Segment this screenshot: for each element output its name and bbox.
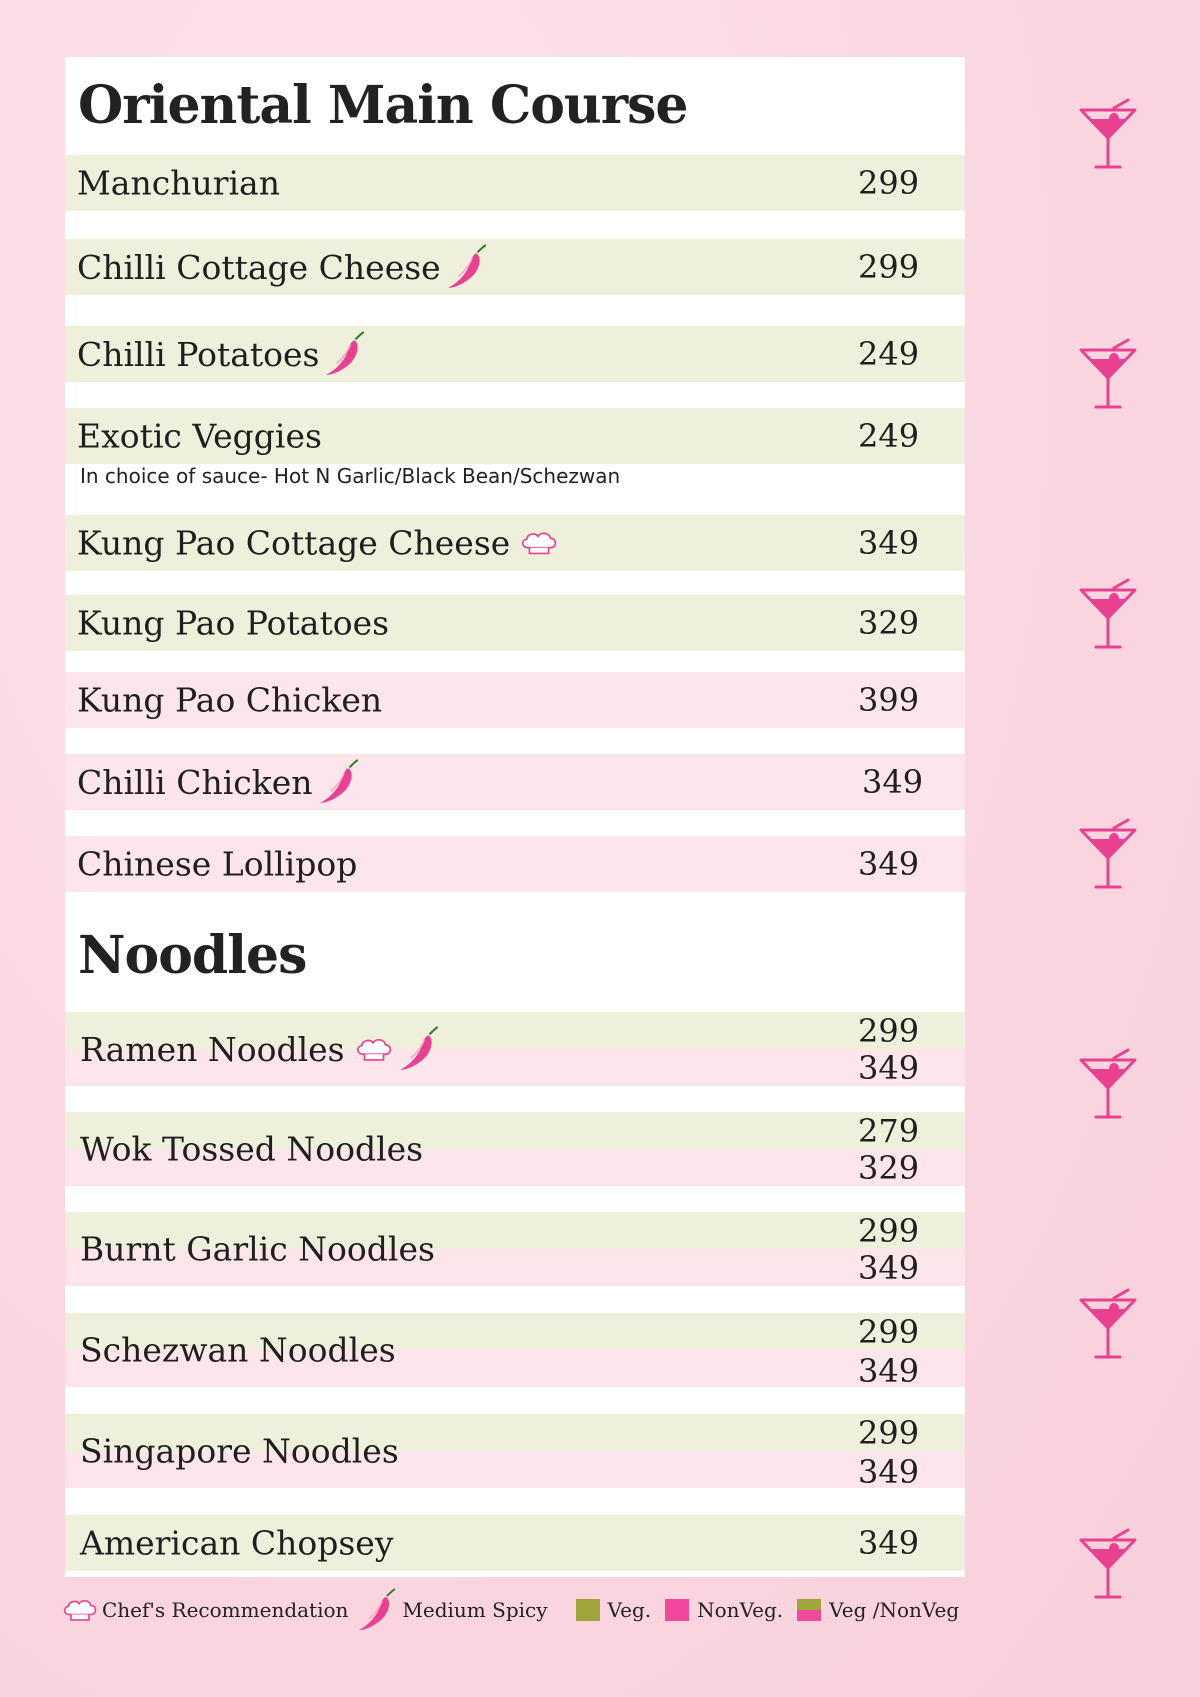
chili-icon	[445, 244, 489, 290]
item-name: Kung Pao Chicken	[77, 680, 383, 720]
menu-item	[65, 1112, 965, 1186]
item-name: Manchurian	[77, 163, 280, 203]
item-price: 349	[858, 845, 920, 883]
item-price-veg: 279	[858, 1112, 920, 1150]
menu-item	[65, 326, 965, 382]
legend-veg-label: Veg.	[607, 1598, 652, 1622]
item-name: Ramen Noodles	[80, 1026, 441, 1072]
item-price-veg: 299	[858, 1212, 920, 1250]
item-price: 299	[858, 164, 920, 202]
item-price-nonveg: 349	[858, 1352, 920, 1390]
item-price: 349	[862, 763, 924, 801]
cocktail-glass-icon	[1078, 1288, 1138, 1360]
menu-item	[65, 836, 965, 892]
item-name: Schezwan Noodles	[80, 1330, 396, 1370]
menu-item	[65, 155, 965, 211]
menu-item	[65, 515, 965, 571]
menu-item	[65, 408, 965, 464]
menu-item	[65, 1012, 965, 1086]
item-price: 329	[858, 604, 920, 642]
menu-item	[65, 1313, 965, 1390]
item-price-nonveg: 349	[858, 1249, 920, 1287]
cocktail-glass-icon	[1078, 818, 1138, 890]
item-price: 299	[858, 248, 920, 286]
chili-icon	[356, 1588, 398, 1632]
legend-nonveg-label: NonVeg.	[697, 1598, 784, 1622]
chef-hat-icon	[520, 531, 558, 556]
section-title-main-course: Oriental Main Course	[78, 75, 688, 136]
item-name: Singapore Noodles	[80, 1431, 399, 1471]
chili-icon	[397, 1026, 441, 1072]
cocktail-glass-icon	[1078, 98, 1138, 170]
menu-item	[65, 239, 965, 295]
item-name: Exotic Veggies	[77, 416, 322, 456]
menu-item	[65, 595, 965, 651]
menu-item	[65, 1515, 965, 1571]
item-price-veg: 299	[858, 1313, 920, 1351]
item-price: 399	[858, 681, 920, 719]
menu-item	[65, 672, 965, 728]
legend-chef-label: Chef's Recommendation	[102, 1598, 349, 1622]
menu-item	[65, 1414, 965, 1491]
chili-icon	[317, 759, 361, 805]
chef-hat-icon	[355, 1037, 393, 1062]
cocktail-glass-icon	[1078, 1528, 1138, 1600]
item-price-nonveg: 349	[858, 1453, 920, 1491]
item-price: 349	[858, 1524, 920, 1562]
section-title-noodles: Noodles	[78, 925, 307, 986]
veg-swatch	[576, 1599, 600, 1621]
legend-spicy-label: Medium Spicy	[402, 1598, 548, 1622]
item-name: Kung Pao Cottage Cheese	[77, 524, 558, 563]
item-name: Chilli Cottage Cheese	[77, 244, 489, 290]
item-name: Chilli Chicken	[77, 759, 361, 805]
chef-hat-icon	[62, 1598, 98, 1622]
item-price-veg: 299	[858, 1414, 920, 1452]
item-name: Burnt Garlic Noodles	[80, 1229, 435, 1269]
menu-item	[65, 1212, 965, 1286]
item-name: Chinese Lollipop	[77, 844, 358, 884]
item-description: In choice of sauce- Hot N Garlic/Black Bean/Schezwan	[80, 464, 621, 488]
menu-item	[65, 754, 965, 810]
chili-icon	[323, 331, 367, 377]
legend	[62, 1590, 972, 1630]
mixed-swatch	[797, 1599, 821, 1621]
nonveg-swatch	[665, 1599, 689, 1621]
item-name: Kung Pao Potatoes	[77, 603, 390, 643]
item-price: 349	[858, 524, 920, 562]
item-price-nonveg: 329	[858, 1149, 920, 1187]
item-price-veg: 299	[858, 1012, 920, 1050]
item-name: American Chopsey	[80, 1523, 394, 1563]
cocktail-glass-icon	[1078, 338, 1138, 410]
legend-mixed-label: Veg /NonVeg	[829, 1598, 960, 1622]
cocktail-glass-icon	[1078, 578, 1138, 650]
item-price: 249	[858, 335, 920, 373]
item-name: Chilli Potatoes	[77, 331, 367, 377]
cocktail-glass-icon	[1078, 1048, 1138, 1120]
item-price-nonveg: 349	[858, 1049, 920, 1087]
item-price: 249	[858, 417, 920, 455]
item-name: Wok Tossed Noodles	[80, 1129, 424, 1169]
